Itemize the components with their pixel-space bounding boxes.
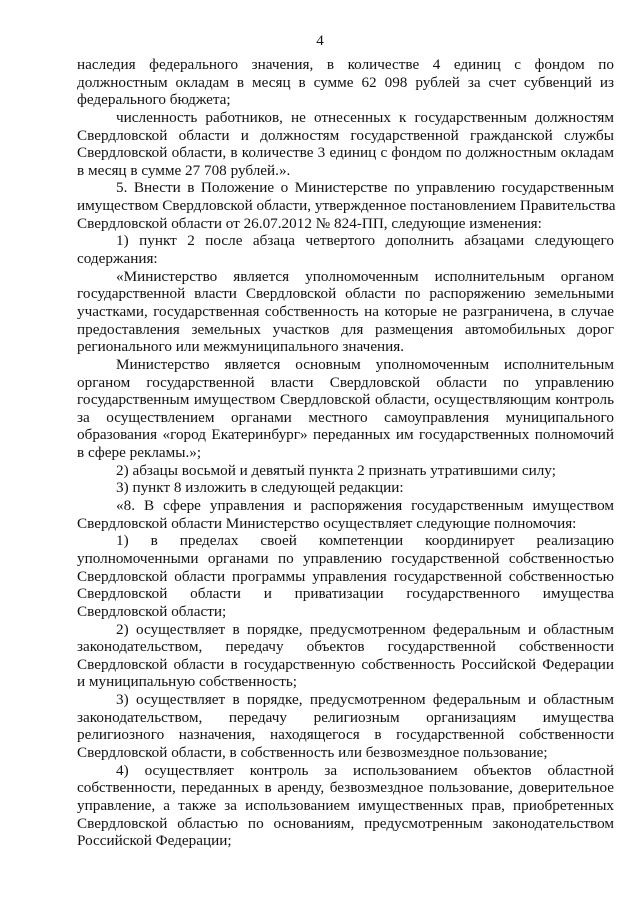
text-line: органом государственной власти Свердловской области по управлению — [77, 373, 614, 391]
text-line: Свердловской области и должностям государственной гражданской службы — [77, 126, 614, 144]
text-line: Свердловской области, в собственность или безвозмездное пользование; — [77, 743, 548, 761]
text-line: Свердловской области Министерство осуществляет следующие полномочия: — [77, 514, 577, 532]
text-line: в месяц в сумме 27 708 рублей.». — [77, 161, 291, 179]
text-line: образования «город Екатеринбург» переданных им государственных полномочий — [77, 426, 614, 444]
text-line: 1) пункт 2 после абзаца четвертого дополнить абзацами следующего — [116, 232, 614, 250]
text-line: и муниципальную собственность; — [77, 673, 298, 691]
text-line: Свердловской области в государственную собственность Российской Федерации — [77, 655, 614, 673]
text-line: «8. В сфере управления и распоряжения государственным имуществом — [116, 497, 614, 515]
text-line: законодательством, передачу религиозным организациям имущества — [77, 708, 614, 726]
text-line: наследия федерального значения, в количестве 4 единиц с фондом по — [77, 56, 614, 73]
text-line: управление, а также за использованием имущественных прав, приобретенных — [77, 796, 614, 814]
text-line: 2) осуществляет в порядке, предусмотренном федеральным и областным — [116, 620, 614, 638]
page-number: 4 — [316, 33, 324, 49]
text-line: 2) абзацы восьмой и девятый пункта 2 признать утратившими силу; — [116, 461, 556, 479]
text-line: 3) пункт 8 изложить в следующей редакции: — [116, 479, 404, 497]
text-line: предоставления земельных участков для размещения автомобильных дорог — [77, 320, 614, 338]
text-line: «Министерство является уполномоченным исполнительным органом — [116, 267, 614, 285]
text-line: должностным окладам в месяц в сумме 62 098 рублей за счет субвенций из — [77, 73, 614, 91]
document-body — [77, 56, 614, 850]
text-line: в сфере рекламы.»; — [77, 444, 202, 462]
text-line: Свердловской области и приватизации государственного имущества — [77, 585, 614, 603]
text-line: Свердловской области; — [77, 602, 227, 620]
text-line: законодательством, передачу объектов государственной собственности — [77, 638, 614, 656]
text-line: 3) осуществляет в порядке, предусмотренном федеральным и областным — [116, 691, 614, 709]
text-line: содержания: — [77, 250, 158, 268]
text-line: участками, государственная собственность на которые не разграничена, в случае — [77, 302, 614, 320]
text-line: Свердловской областью по основаниям, предусмотренным законодательством — [77, 814, 614, 832]
text-line: за осуществлением органами местного самоуправления муниципального — [77, 408, 614, 426]
text-line: религиозного назначения, находящегося в государственной собственности — [77, 726, 614, 744]
text-line: 5. Внести в Положение о Министерстве по управлению государственным — [116, 179, 614, 197]
text-line: уполномоченными органами по управлению государственной собственностью — [77, 549, 614, 567]
text-line: Министерство является основным уполномоченным исполнительным — [116, 355, 614, 373]
text-line: 4) осуществляет контроль за использованием объектов областной — [116, 761, 614, 779]
text-line: 1) в пределах своей компетенции координирует реализацию — [116, 532, 614, 550]
text-line: Свердловской области от 26.07.2012 № 824-ПП, следующие изменения: — [77, 214, 542, 232]
text-line: Российской Федерации; — [77, 832, 232, 850]
text-line: Свердловской области, в количестве 3 единиц с фондом по должностным окладам — [77, 144, 614, 162]
text-line: государственным имуществом Свердловской области, осуществляющим контроль — [77, 391, 614, 409]
text-line: регионального или межмуниципального значения. — [77, 338, 405, 356]
text-line: федерального бюджета; — [77, 91, 231, 109]
text-line: имуществом Свердловской области, утвержденное постановлением Правительства — [77, 197, 616, 215]
text-line: государственной власти Свердловской области по распоряжению земельными — [77, 285, 614, 303]
text-line: собственности, переданных в аренду, безвозмездное пользование, доверительное — [77, 779, 614, 797]
text-line: Свердловской области программы управления государственной собственностью — [77, 567, 614, 585]
text-line: численность работников, не отнесенных к государственным должностям — [116, 108, 614, 126]
